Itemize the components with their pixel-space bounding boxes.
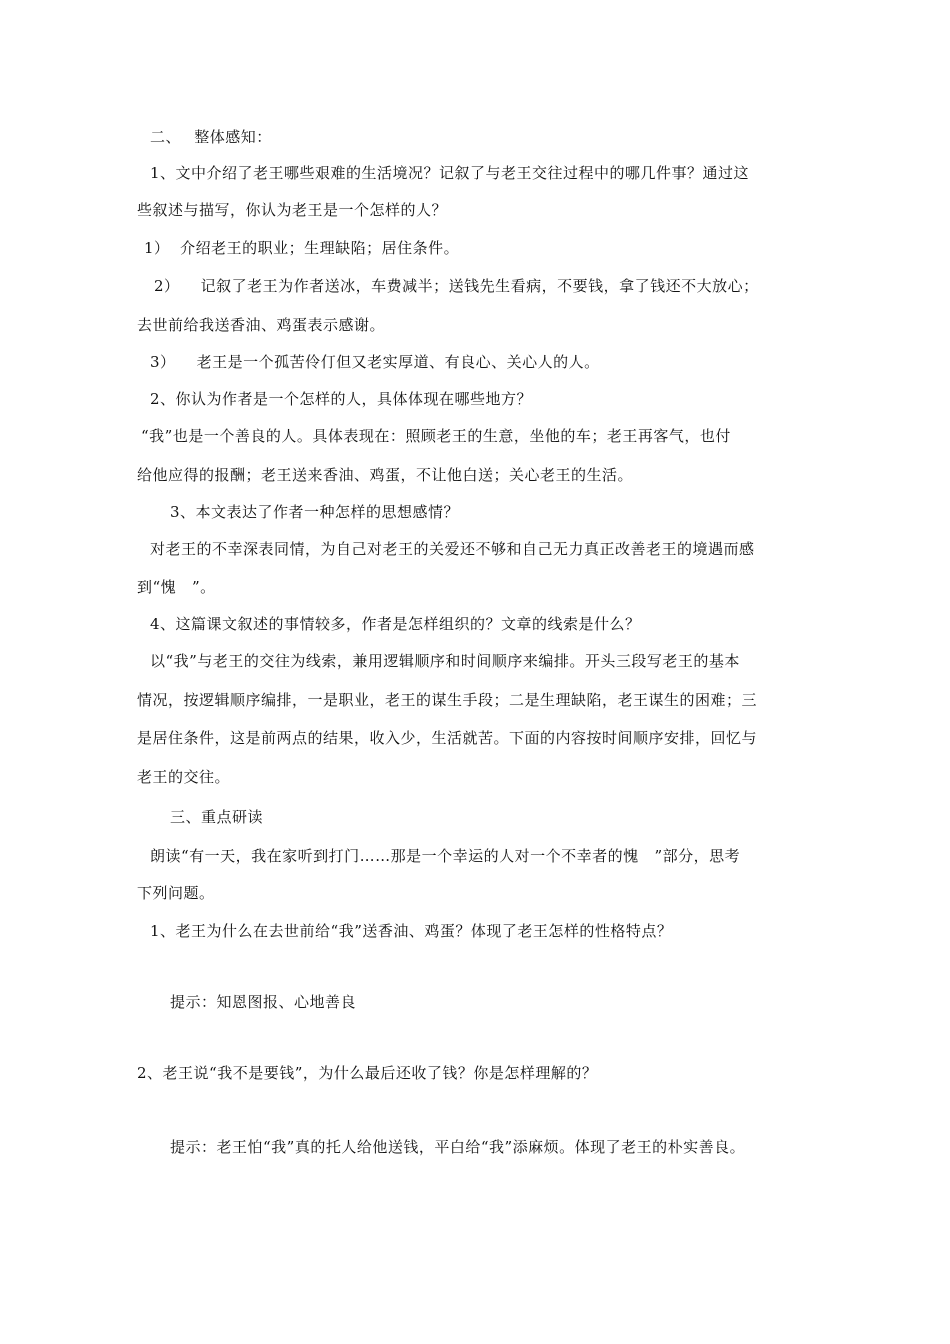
instruction-line: 下列问题。 <box>137 884 215 902</box>
answer-line: 情况，按逻辑顺序编排，一是职业，老王的谋生手段；二是生理缺陷，老王谋生的困难；三 <box>137 691 758 709</box>
answer-line: 给他应得的报酬；老王送来香油、鸡蛋，不让他白送；关心老王的生活。 <box>137 466 634 484</box>
question-line: 些叙述与描写，你认为老王是一个怎样的人？ <box>137 201 448 219</box>
question-line: 2、老王说“我不是要钱”，为什么最后还收了钱？你是怎样理解的？ <box>137 1064 598 1082</box>
instruction-line: 朗读“有一天，我在家听到打门……那是一个幸运的人对一个不幸者的愧 ”部分，思考 <box>150 847 741 865</box>
answer-line: “我”也是一个善良的人。具体表现在：照顾老王的生意，坐他的车；老王再客气，也付 <box>141 427 731 445</box>
answer-line: 老王的交往。 <box>137 768 231 786</box>
answer-line: 3） 老王是一个孤苦伶仃但又老实厚道、有良心、关心人的人。 <box>150 353 600 371</box>
answer-line: 对老王的不幸深表同情，为自己对老王的关爱还不够和自己无力真正改善老王的境遇而感 <box>150 540 755 558</box>
hint-line: 提示：知恩图报、心地善良 <box>170 993 357 1011</box>
answer-line: 2） 记叙了老王为作者送冰，车费减半；送钱先生看病，不要钱，拿了钱还不大放心； <box>154 277 759 295</box>
question-line: 2、你认为作者是一个怎样的人，具体体现在哪些地方？ <box>150 390 533 408</box>
answer-line: 去世前给我送香油、鸡蛋表示感谢。 <box>137 316 386 334</box>
question-line: 3、本文表达了作者一种怎样的思想感情？ <box>170 503 460 521</box>
answer-line: 1） 介绍老王的职业；生理缺陷；居住条件。 <box>144 239 460 257</box>
section-heading-key-reading: 三、重点研读 <box>170 808 264 826</box>
hint-line: 提示：老王怕“我”真的托人给他送钱，平白给“我”添麻烦。体现了老王的朴实善良。 <box>170 1138 746 1156</box>
answer-line: 到“愧 ”。 <box>137 578 216 596</box>
answer-line: 以“我”与老王的交往为线索，兼用逻辑顺序和时间顺序来编排。开头三段写老王的基本 <box>150 652 740 670</box>
section-heading-overall: 二、 整体感知： <box>150 128 272 146</box>
question-line: 1、老王为什么在去世前给“我”送香油、鸡蛋？体现了老王怎样的性格特点？ <box>150 922 673 940</box>
answer-line: 是居住条件，这是前两点的结果，收入少，生活就苦。下面的内容按时间顺序安排，回忆与 <box>137 729 758 747</box>
question-line: 1、文中介绍了老王哪些艰难的生活境况？记叙了与老王交往过程中的哪几件事？通过这 <box>150 164 750 182</box>
question-line: 4、这篇课文叙述的事情较多，作者是怎样组织的？文章的线索是什么？ <box>150 615 641 633</box>
